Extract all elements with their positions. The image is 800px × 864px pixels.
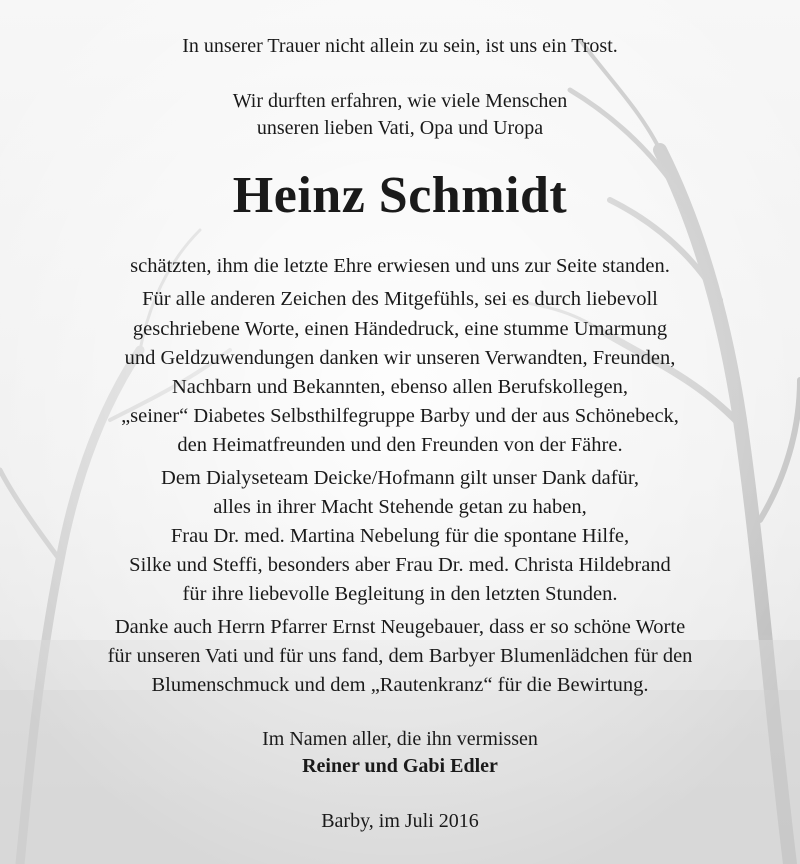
signatories: Reiner und Gabi Edler [302,755,498,777]
para2-line: Nachbarn und Bekannten, ebenso allen Berufskollegen, [172,376,628,398]
para3-line: Frau Dr. med. Martina Nebelung für die spontane Hilfe, [170,525,630,547]
para1-line: schätzten, ihm die letzte Ehre erwiesen und uns zur Seite standen. [130,255,670,277]
para2-line: und Geldzuwendungen danken wir unseren Verwandten, Freunden, [124,347,676,369]
para2-line: Für alle anderen Zeichen des Mitgefühls, sei es durch liebevoll [142,288,658,310]
para3-line: Silke und Steffi, besonders aber Frau Dr. med. Christa Hildebrand [129,554,671,576]
para3-line: alles in ihrer Macht Stehende getan zu haben, [213,496,587,518]
intro-line-2: Wir durften erfahren, wie viele Menschen [232,90,568,112]
intro-line-3: unseren lieben Vati, Opa und Uropa [256,117,544,139]
para4-line: für unseren Vati und für uns fand, dem Barbyer Blumenlädchen für den [107,645,693,667]
closing-line: Im Namen aller, die ihn vermissen [262,728,538,750]
para4-line: Blumenschmuck und dem „Rautenkranz“ für die Bewirtung. [151,674,649,696]
para2-line: den Heimatfreunden und den Freunden von der Fähre. [177,434,623,456]
para4-line: Danke auch Herrn Pfarrer Ernst Neugebauer, dass er so schöne Worte [114,616,686,638]
para3-line: für ihre liebevolle Begleitung in den letzten Stunden. [182,583,618,605]
intro-line-1: In unserer Trauer nicht allein zu sein, ist uns ein Trost. [182,35,618,57]
para2-line: „seiner“ Diabetes Selbsthilfegruppe Barby und der aus Schönebeck, [121,405,679,427]
para3-line: Dem Dialyseteam Deicke/Hofmann gilt unser Dank dafür, [161,467,639,489]
para2-line: geschriebene Worte, einen Händedruck, eine stumme Umarmung [132,318,668,340]
place-date: Barby, im Juli 2016 [321,810,479,832]
deceased-name: Heinz Schmidt [232,167,568,224]
